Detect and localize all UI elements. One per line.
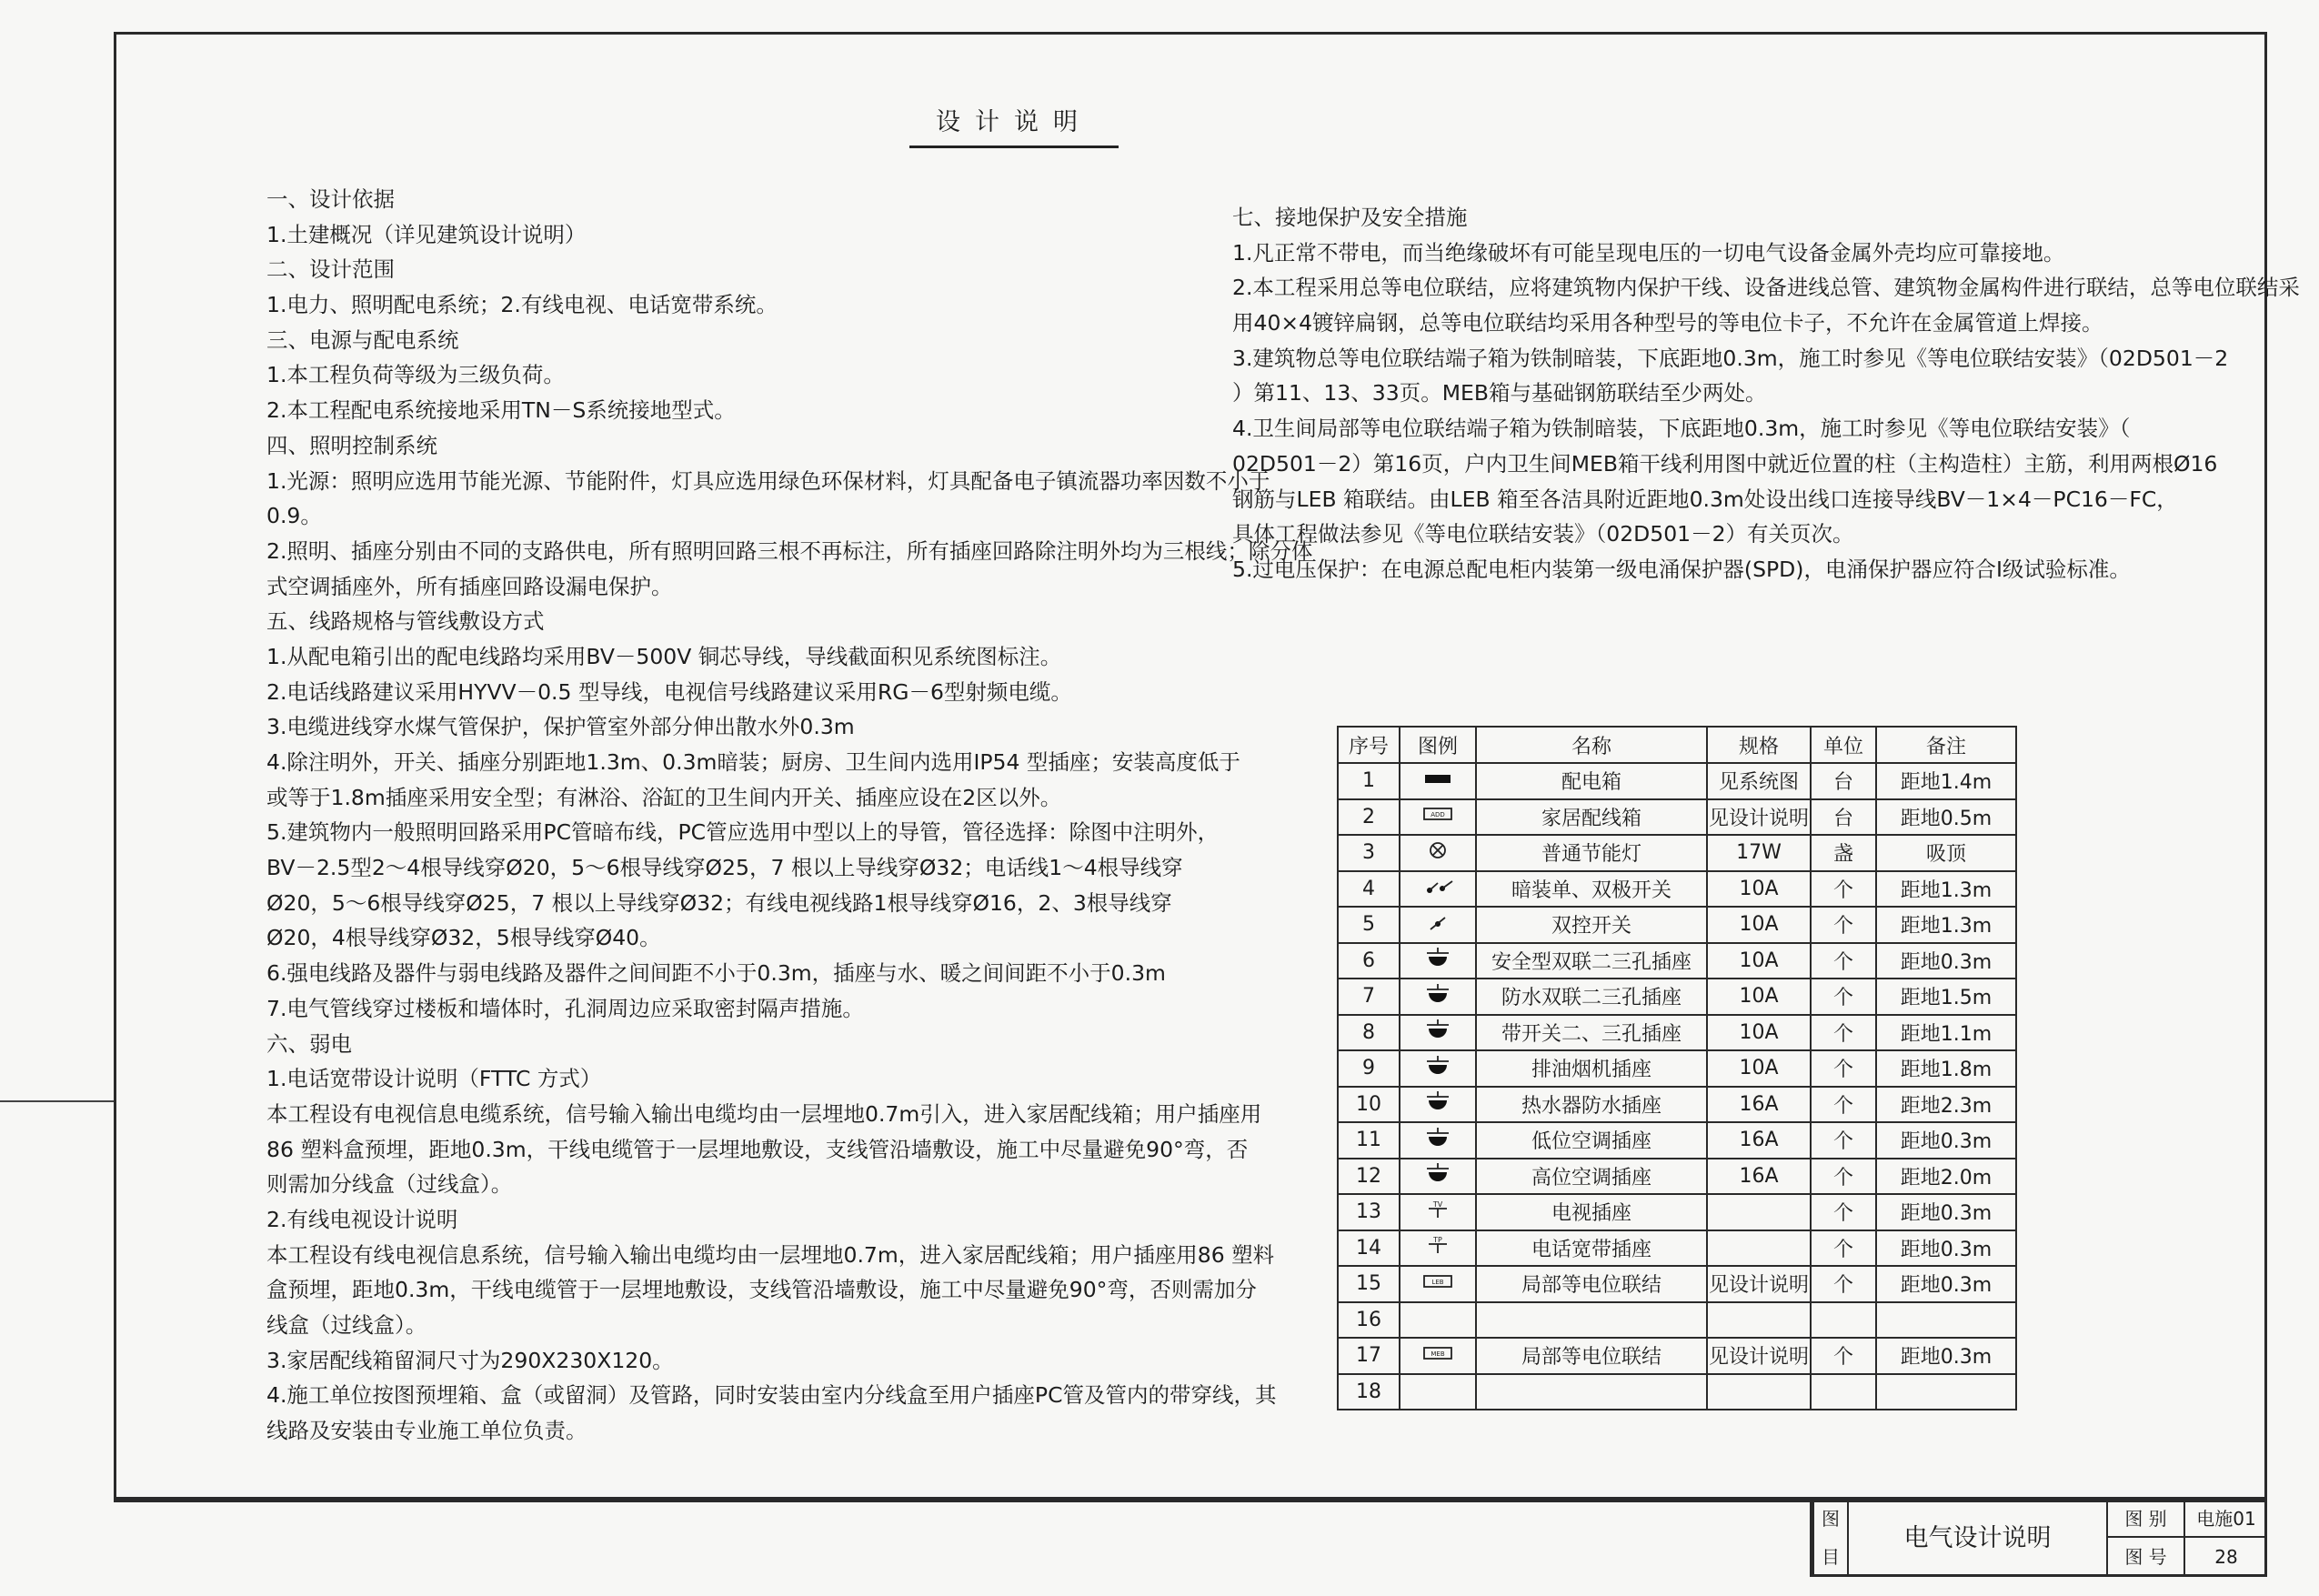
legend-cell-unit: 个	[1811, 1230, 1876, 1267]
drawing-title: 电气设计说明	[1849, 1500, 2108, 1577]
legend-cell-no: 6	[1338, 943, 1400, 979]
svg-text:MEB: MEB	[1431, 1350, 1445, 1358]
legend-cell-symbol	[1400, 1338, 1476, 1374]
legend-header-note: 备注	[1876, 727, 2016, 763]
left-note-line: 本工程设有线电视信息系统，信号输入输出电缆均由一层埋地0.7m，进入家居配线箱；用户插座用86 塑料	[266, 1241, 1275, 1268]
legend-cell-no: 7	[1338, 979, 1400, 1015]
right-note-line: 3.建筑物总等电位联结端子箱为铁制暗装，下底距地0.3m，施工时参见《等电位联结安装》（02D501－2	[1232, 345, 2229, 371]
legend-cell-symbol	[1400, 1087, 1476, 1123]
legend-cell-symbol	[1400, 1050, 1476, 1087]
high-ac-socket-icon	[1418, 1161, 1458, 1190]
legend-row	[1338, 871, 2016, 908]
legend-cell-symbol	[1400, 1122, 1476, 1159]
legend-cell-note: 吸顶	[1876, 835, 2016, 871]
legend-cell-note: 距地1.8m	[1876, 1050, 2016, 1087]
legend-cell-unit: 盏	[1811, 835, 1876, 871]
right-note-line: 2.本工程采用总等电位联结，应将建筑物内保护干线、设备进线总管、建筑物金属构件进行联结，总等电位联结采	[1232, 275, 2300, 301]
legend-cell-symbol	[1400, 835, 1476, 871]
legend-cell-unit: 个	[1811, 943, 1876, 979]
legend-cell-spec: 16A	[1707, 1159, 1811, 1195]
legend-cell-unit: 个	[1811, 1266, 1876, 1302]
right-note-line: 具体工程做法参见《等电位联结安装》（02D501－2）有关页次。	[1232, 521, 1854, 547]
legend-row	[1338, 1194, 2016, 1230]
switched-socket-icon	[1418, 1018, 1458, 1047]
legend-row	[1338, 1122, 2016, 1159]
legend-cell-spec: 10A	[1707, 979, 1811, 1015]
legend-cell-name: 安全型双联二三孔插座	[1476, 943, 1707, 979]
legend-cell-name: 低位空调插座	[1476, 1122, 1707, 1159]
waterproof-socket-icon	[1418, 982, 1458, 1011]
legend-cell-no: 16	[1338, 1302, 1400, 1339]
legend-row	[1338, 1015, 2016, 1051]
legend-cell-unit: 台	[1811, 799, 1876, 836]
design-notes-left-column	[266, 182, 1312, 1449]
legend-cell-symbol	[1400, 1159, 1476, 1195]
legend-cell-name: 防水双联二三孔插座	[1476, 979, 1707, 1015]
legend-cell-no: 12	[1338, 1159, 1400, 1195]
legend-cell-no: 11	[1338, 1122, 1400, 1159]
legend-cell-note: 距地1.3m	[1876, 871, 2016, 908]
right-note-line: 5.过电压保护：在电源总配电柜内装第一级电涌保护器(SPD)，电涌保护器应符合Ⅰ级试验标准。	[1232, 556, 2131, 582]
left-note-line: 6.强电线路及器件与弱电线路及器件之间间距不小于0.3m，插座与水、暖之间间距不小于0.3m	[266, 960, 1166, 987]
left-note-line: 三、电源与配电系统	[266, 326, 459, 353]
legend-cell-note: 距地2.3m	[1876, 1087, 2016, 1123]
legend-cell-name	[1476, 1302, 1707, 1339]
leb-box-icon	[1418, 1270, 1458, 1299]
legend-row	[1338, 943, 2016, 979]
tv-outlet-icon	[1418, 1198, 1458, 1227]
left-note-line: Ø20，5～6根导线穿Ø25，7 根以上导线穿Ø32；有线电视线路1根导线穿Ø16，2、3根导线穿	[266, 889, 1172, 916]
left-note-line: 3.电缆进线穿水煤气管保护，保护管室外部分伸出散水外0.3m	[266, 714, 855, 740]
legend-cell-note: 距地0.3m	[1876, 1266, 2016, 1302]
left-note-line: 2.照明、插座分别由不同的支路供电，所有照明回路三根不再标注，所有插座回路除注明外均为三根线；除分体	[266, 537, 1313, 564]
legend-cell-spec: 10A	[1707, 907, 1811, 943]
legend-cell-spec: 见设计说明	[1707, 1266, 1811, 1302]
legend-cell-symbol	[1400, 1266, 1476, 1302]
legend-cell-name: 电话宽带插座	[1476, 1230, 1707, 1267]
left-note-line: 4.施工单位按图预埋箱、盒（或留洞）及管路，同时安装由室内分线盒至用户插座PC管及管内的带穿线，其	[266, 1382, 1277, 1409]
legend-cell-name: 普通节能灯	[1476, 835, 1707, 871]
legend-cell-no: 14	[1338, 1230, 1400, 1267]
left-note-line: 二、设计范围	[266, 256, 395, 283]
legend-cell-unit: 个	[1811, 1194, 1876, 1230]
legend-cell-no: 5	[1338, 907, 1400, 943]
legend-cell-name: 高位空调插座	[1476, 1159, 1707, 1195]
legend-cell-symbol	[1400, 1230, 1476, 1267]
legend-cell-name: 家居配线箱	[1476, 799, 1707, 836]
legend-cell-no: 3	[1338, 835, 1400, 871]
left-note-line: 1.从配电箱引出的配电线路均采用BV－500V 铜芯导线，导线截面积见系统图标注。	[266, 643, 1062, 669]
legend-row	[1338, 799, 2016, 836]
legend-cell-no: 2	[1338, 799, 1400, 836]
legend-cell-no: 17	[1338, 1338, 1400, 1374]
legend-cell-spec	[1707, 1302, 1811, 1339]
legend-cell-note: 距地0.5m	[1876, 799, 2016, 836]
legend-cell-spec: 见设计说明	[1707, 1338, 1811, 1374]
left-note-line: 1.本工程负荷等级为三级负荷。	[266, 362, 565, 388]
legend-cell-note	[1876, 1302, 2016, 1339]
legend-cell-name: 排油烟机插座	[1476, 1050, 1707, 1087]
legend-cell-symbol	[1400, 1302, 1476, 1339]
title-block-tu: 图	[1812, 1500, 1849, 1538]
legend-cell-no: 4	[1338, 871, 1400, 908]
legend-cell-spec: 16A	[1707, 1122, 1811, 1159]
left-note-line: 5.建筑物内一般照明回路采用PC管暗布线，PC管应选用中型以上的导管，管径选择：除图中注明外，	[266, 819, 1220, 846]
range-hood-socket-icon	[1418, 1054, 1458, 1083]
telephone-broadband-outlet-icon	[1418, 1233, 1458, 1262]
left-note-line: BV－2.5型2～4根导线穿Ø20，5～6根导线穿Ø25，7 根以上导线穿Ø32；电话线1～4根导线穿	[266, 855, 1183, 881]
legend-cell-unit	[1811, 1302, 1876, 1339]
legend-cell-spec	[1707, 1374, 1811, 1410]
legend-cell-no: 9	[1338, 1050, 1400, 1087]
left-note-line: 2.有线电视设计说明	[266, 1206, 458, 1232]
legend-cell-note: 距地0.3m	[1876, 1194, 2016, 1230]
legend-cell-name: 局部等电位联结	[1476, 1266, 1707, 1302]
left-note-line: 一、设计依据	[266, 186, 395, 212]
left-note-line: 1.电话宽带设计说明（FTTC 方式）	[266, 1066, 602, 1092]
legend-row	[1338, 1230, 2016, 1267]
legend-cell-name: 双控开关	[1476, 907, 1707, 943]
legend-cell-symbol	[1400, 871, 1476, 908]
legend-cell-symbol	[1400, 943, 1476, 979]
right-note-line: 七、接地保护及安全措施	[1232, 205, 1468, 230]
legend-cell-spec: 16A	[1707, 1087, 1811, 1123]
legend-row	[1338, 1050, 2016, 1087]
svg-text:TP: TP	[1433, 1236, 1442, 1245]
legend-cell-unit: 个	[1811, 1122, 1876, 1159]
legend-row	[1338, 1338, 2016, 1374]
binding-margin-mark	[0, 1100, 114, 1102]
legend-cell-unit: 个	[1811, 907, 1876, 943]
left-note-line: 盒预埋，距地0.3m，干线电缆管于一层埋地敷设，支线管沿墙敷设，施工中尽量避免90°弯，否则需加分	[266, 1277, 1257, 1303]
legend-cell-note: 距地1.4m	[1876, 763, 2016, 799]
legend-cell-spec	[1707, 1194, 1811, 1230]
safety-socket-icon	[1418, 946, 1458, 975]
legend-header-row	[1338, 727, 2016, 763]
legend-cell-symbol	[1400, 799, 1476, 836]
left-note-line: 1.土建概况（详见建筑设计说明）	[266, 221, 587, 247]
right-note-line: 用40×4镀锌扁钢，总等电位联结均采用各种型号的等电位卡子，不允许在金属管道上焊接。	[1232, 310, 2103, 336]
legend-cell-symbol	[1400, 907, 1476, 943]
svg-text:TV: TV	[1432, 1200, 1443, 1209]
home-distribution-box-icon	[1418, 802, 1458, 831]
legend-cell-spec: 10A	[1707, 871, 1811, 908]
legend-cell-unit: 个	[1811, 871, 1876, 908]
legend-cell-spec: 见系统图	[1707, 763, 1811, 799]
legend-header-symbol: 图例	[1400, 727, 1476, 763]
legend-cell-name: 带开关二、三孔插座	[1476, 1015, 1707, 1051]
left-note-line: 7.电气管线穿过楼板和墙体时，孔洞周边应采取密封隔声措施。	[266, 995, 864, 1021]
legend-cell-spec	[1707, 1230, 1811, 1267]
legend-cell-note: 距地0.3m	[1876, 1230, 2016, 1267]
left-note-line: 0.9。	[266, 503, 322, 529]
left-note-line: 1.电力、照明配电系统；2.有线电视、电话宽带系统。	[266, 292, 778, 318]
legend-cell-spec: 10A	[1707, 1015, 1811, 1051]
legend-cell-note: 距地1.1m	[1876, 1015, 2016, 1051]
legend-header-spec: 规格	[1707, 727, 1811, 763]
left-note-line: 线盒（过线盒）。	[266, 1312, 427, 1338]
left-note-line: 则需加分线盒（过线盒）。	[266, 1171, 513, 1198]
left-note-line: 本工程设有电视信息电缆系统，信号输入输出电缆均由一层埋地0.7m引入，进入家居配线箱；用户插座用	[266, 1100, 1262, 1127]
legend-header-no: 序号	[1338, 727, 1400, 763]
legend-cell-unit: 个	[1811, 979, 1876, 1015]
left-note-line: 1.光源：照明应选用节能光源、节能附件，灯具应选用绿色环保材料，灯具配备电子镇流器功率因数不小于	[266, 467, 1270, 494]
number-value: 28	[2214, 1546, 2238, 1568]
left-note-line: 六、弱电	[266, 1030, 352, 1057]
category-label: 图 别	[2108, 1500, 2185, 1538]
legend-row	[1338, 1302, 2016, 1339]
legend-row	[1338, 979, 2016, 1015]
legend-cell-name: 热水器防水插座	[1476, 1087, 1707, 1123]
legend-cell-unit: 个	[1811, 1159, 1876, 1195]
legend-cell-note: 距地1.3m	[1876, 907, 2016, 943]
legend-row	[1338, 763, 2016, 799]
right-note-line: 1.凡正常不带电，而当绝缘破坏有可能呈现电压的一切电气设备金属外壳均应可靠接地。	[1232, 239, 2065, 266]
water-heater-socket-icon	[1418, 1089, 1458, 1119]
legend-row	[1338, 835, 2016, 871]
left-note-line: 4.除注明外，开关、插座分别距地1.3m、0.3m暗装；厨房、卫生间内选用IP54 型插座；安装高度低于	[266, 749, 1240, 775]
svg-text:ADD: ADD	[1431, 811, 1445, 819]
legend-cell-unit	[1811, 1374, 1876, 1410]
right-note-line: 02D501－2）第16页，户内卫生间MEB箱干线利用图中就近位置的柱（主构造柱）主筋，利用两根Ø16	[1232, 450, 2218, 477]
right-note-line: ）第11、13、33页。MEB箱与基础钢筋联结至少两处。	[1232, 380, 1767, 407]
legend-cell-name: 暗装单、双极开关	[1476, 871, 1707, 908]
title-block	[1810, 1500, 2267, 1577]
energy-saving-lamp-icon	[1418, 838, 1458, 868]
right-note-line: 4.卫生间局部等电位联结端子箱为铁制暗装，下底距地0.3m，施工时参见《等电位联结安装》（	[1232, 416, 2131, 442]
legend-cell-no: 1	[1338, 763, 1400, 799]
legend-table	[1337, 726, 2017, 1410]
panel-icon	[1418, 767, 1458, 796]
svg-text:LEB: LEB	[1431, 1278, 1444, 1286]
legend-row	[1338, 1266, 2016, 1302]
left-note-line: 四、照明控制系统	[266, 432, 437, 458]
left-note-line: Ø20，4根导线穿Ø32，5根导线穿Ø40。	[266, 925, 661, 951]
two-way-switch-icon	[1418, 910, 1458, 939]
design-notes-right-column	[1232, 200, 2300, 587]
legend-cell-name: 电视插座	[1476, 1194, 1707, 1230]
legend-cell-note	[1876, 1374, 2016, 1410]
legend-cell-unit: 台	[1811, 763, 1876, 799]
left-note-line: 或等于1.8m插座采用安全型；有淋浴、浴缸的卫生间内开关、插座应设在2区以外。	[266, 784, 1062, 810]
legend-cell-symbol	[1400, 1194, 1476, 1230]
legend-cell-symbol	[1400, 1374, 1476, 1410]
legend-header-name: 名称	[1476, 727, 1707, 763]
legend-cell-unit: 个	[1811, 1338, 1876, 1374]
legend-cell-unit: 个	[1811, 1015, 1876, 1051]
legend-cell-no: 10	[1338, 1087, 1400, 1123]
legend-cell-note: 距地0.3m	[1876, 1338, 2016, 1374]
legend-row	[1338, 1087, 2016, 1123]
legend-cell-name: 局部等电位联结	[1476, 1338, 1707, 1374]
legend-cell-unit: 个	[1811, 1050, 1876, 1087]
legend-cell-note: 距地1.5m	[1876, 979, 2016, 1015]
legend-header-unit: 单位	[1811, 727, 1876, 763]
low-ac-socket-icon	[1418, 1126, 1458, 1155]
legend-cell-spec: 见设计说明	[1707, 799, 1811, 836]
legend-cell-no: 13	[1338, 1194, 1400, 1230]
legend-cell-note: 距地0.3m	[1876, 943, 2016, 979]
left-note-line: 2.本工程配电系统接地采用TN－S系统接地型式。	[266, 397, 736, 424]
legend-cell-symbol	[1400, 979, 1476, 1015]
legend-cell-name: 配电箱	[1476, 763, 1707, 799]
legend-row	[1338, 907, 2016, 943]
legend-cell-symbol	[1400, 1015, 1476, 1051]
number-label: 图 号	[2108, 1538, 2185, 1577]
legend-cell-name	[1476, 1374, 1707, 1410]
single-double-switch-icon	[1418, 874, 1458, 903]
left-note-line: 线路及安装由专业施工单位负责。	[266, 1418, 587, 1444]
legend-cell-spec: 10A	[1707, 943, 1811, 979]
legend-row	[1338, 1159, 2016, 1195]
legend-cell-spec: 17W	[1707, 835, 1811, 871]
right-note-line: 钢筋与LEB 箱联结。由LEB 箱至各洁具附近距地0.3m处设出线口连接导线BV－1×4－PC16－FC，	[1232, 486, 2178, 512]
legend-cell-note: 距地2.0m	[1876, 1159, 2016, 1195]
legend-cell-unit: 个	[1811, 1087, 1876, 1123]
left-note-line: 3.家居配线箱留洞尺寸为290X230X120。	[266, 1347, 674, 1373]
legend-row	[1338, 1374, 2016, 1410]
meb-box-icon	[1418, 1341, 1458, 1370]
left-note-line: 86 塑料盒预埋，距地0.3m，干线电缆管于一层埋地敷设，支线管沿墙敷设，施工中尽量避免90°弯，否	[266, 1136, 1249, 1162]
legend-cell-no: 8	[1338, 1015, 1400, 1051]
page-title: 设计说明	[909, 102, 1119, 148]
legend-cell-note: 距地0.3m	[1876, 1122, 2016, 1159]
left-note-line: 式空调插座外，所有插座回路设漏电保护。	[266, 573, 673, 599]
title-block-mu: 目	[1812, 1538, 1849, 1577]
legend-cell-no: 15	[1338, 1266, 1400, 1302]
legend-cell-symbol	[1400, 763, 1476, 799]
legend-cell-no: 18	[1338, 1374, 1400, 1410]
left-note-line: 2.电话线路建议采用HYVV－0.5 型导线，电视信号线路建议采用RG－6型射频电缆。	[266, 678, 1072, 705]
left-note-line: 五、线路规格与管线敷设方式	[266, 608, 545, 635]
legend-cell-spec: 10A	[1707, 1050, 1811, 1087]
category-value: 电施01	[2185, 1500, 2267, 1538]
